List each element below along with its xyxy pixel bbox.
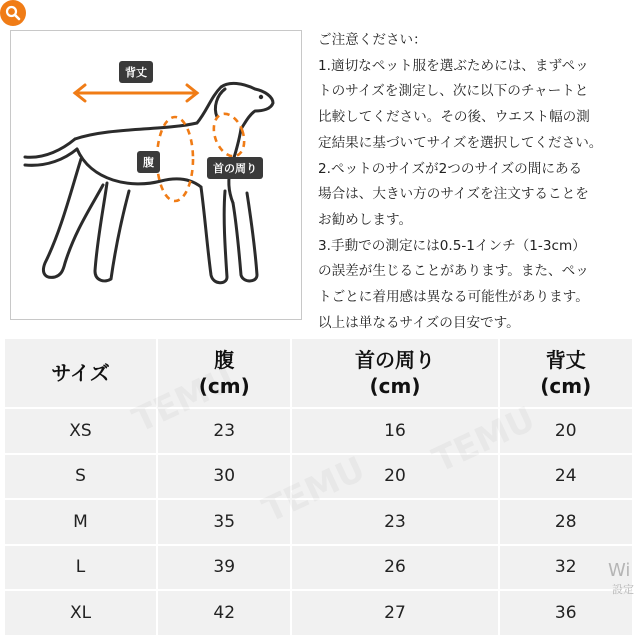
cell-belly: 35 xyxy=(158,500,290,544)
cell-neck: 23 xyxy=(292,500,497,544)
table-header-row xyxy=(5,339,632,407)
cell-size: XS xyxy=(5,409,156,453)
label-neck: 首の周り xyxy=(207,157,263,179)
cell-back-length: 20 xyxy=(500,409,633,453)
notes-line: 比較してください。その後、ウエスト幅の測 xyxy=(318,109,590,126)
search-button[interactable] xyxy=(0,0,26,26)
header-neck xyxy=(292,339,497,407)
table-row xyxy=(5,455,632,499)
label-back-length: 背丈 xyxy=(119,61,153,83)
cell-belly: 23 xyxy=(158,409,290,453)
notes-line: 以上は単なるサイズの目安です。 xyxy=(318,314,520,331)
cell-neck: 27 xyxy=(292,591,497,635)
label-belly: 腹 xyxy=(137,151,160,173)
cell-neck: 26 xyxy=(292,546,497,590)
cell-back-length: 28 xyxy=(500,500,633,544)
header-back-length xyxy=(500,339,633,407)
table-row xyxy=(5,546,632,590)
header-label: 腹 xyxy=(214,348,235,372)
cell-size: XL xyxy=(5,591,156,635)
notes-line: 3.手動での測定には0.5-1インチ（1-3cm） xyxy=(318,237,586,254)
notes-line: トごとに着用感は異なる可能性があります。 xyxy=(318,289,589,306)
size-notes xyxy=(318,28,634,336)
header-unit: (cm) xyxy=(369,374,421,398)
cell-neck: 16 xyxy=(292,409,497,453)
cell-belly: 30 xyxy=(158,455,290,499)
notes-line: 場合は、大きい方のサイズを注文することを xyxy=(318,186,589,203)
cell-size: S xyxy=(5,455,156,499)
cell-size: L xyxy=(5,546,156,590)
header-label: サイズ xyxy=(51,361,110,385)
search-icon xyxy=(5,5,21,21)
cell-size: M xyxy=(5,500,156,544)
notes-line: 2.ペットのサイズが2つのサイズの間にある xyxy=(318,160,583,177)
notes-line: 定結果に基づいてサイズを選択してください。 xyxy=(318,134,603,151)
cell-back-length: 32 xyxy=(500,546,633,590)
notes-line: ご注意ください： xyxy=(318,32,427,48)
header-belly xyxy=(158,339,290,407)
cell-belly: 42 xyxy=(158,591,290,635)
table-row xyxy=(5,409,632,453)
windows-activation-notice xyxy=(608,560,634,597)
cell-neck: 20 xyxy=(292,455,497,499)
notes-line: 1.適切なペット服を選ぶためには、まずペッ xyxy=(318,57,589,74)
header-label: 背丈 xyxy=(545,348,586,372)
cell-back-length: 24 xyxy=(500,455,633,499)
notes-line: トのサイズを測定し、次に以下のチャートと xyxy=(318,83,589,100)
cell-belly: 39 xyxy=(158,546,290,590)
size-chart-table xyxy=(3,337,634,637)
activation-line-1: Wi xyxy=(608,560,631,581)
header-unit: (cm) xyxy=(198,374,250,398)
dog-measurement-illustration xyxy=(10,30,302,320)
table-row xyxy=(5,591,632,635)
header-label: 首の周り xyxy=(354,348,435,372)
activation-line-2: 設定 xyxy=(612,583,634,596)
header-size xyxy=(5,339,156,407)
cell-back-length: 36 xyxy=(500,591,633,635)
notes-line: お勧めします。 xyxy=(318,211,413,228)
header-unit: (cm) xyxy=(540,374,592,398)
table-row xyxy=(5,500,632,544)
notes-line: の誤差が生じることがあります。また、ペッ xyxy=(318,263,589,280)
